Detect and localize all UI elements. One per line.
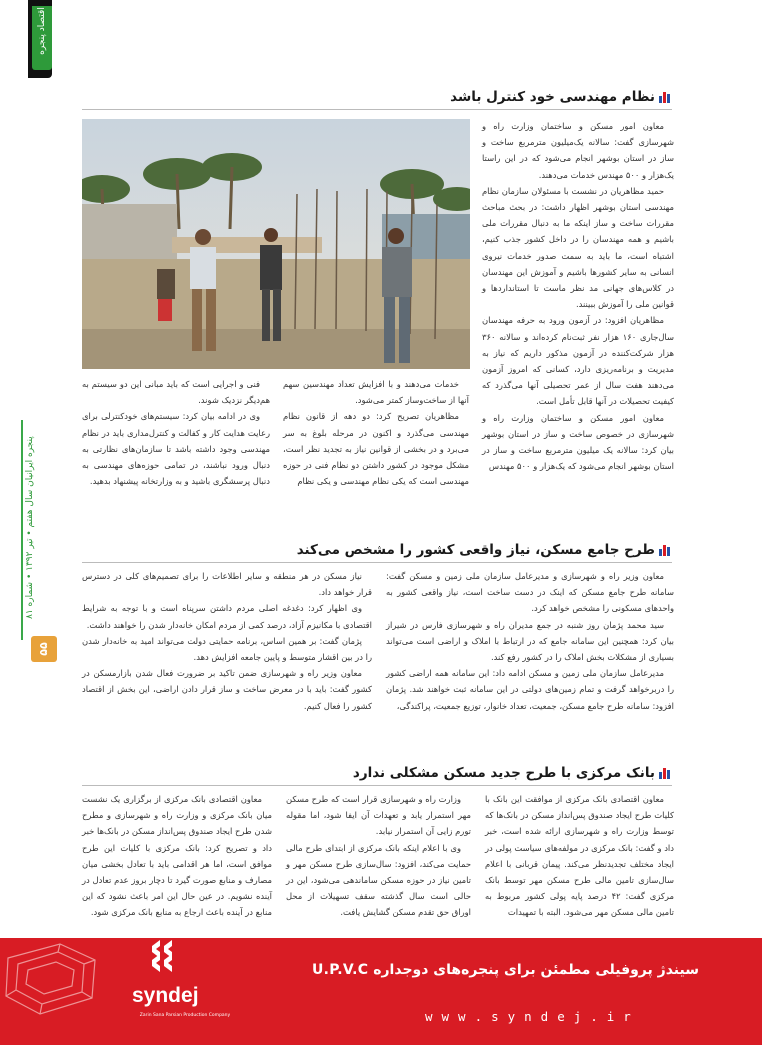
paragraph: حمید مظاهریان در نشست با مسئولان سازمان نظام مهندسی استان بوشهر اظهار داشت: در بحث مباحث مقررات ساخت و ساز اینکه ما به دنبال مقررات ملی باشیم و همه مهندسان را در داخل کشور جذب کنیم، اشتباه است، ما باید به سمت صدور خدمات نیروی انسانی به سایر کشورها باشیم و آموزش این مهندسان در کلاس‌های جهانی مد نظر ماست تا استانداردها و قوانین ملی را آموزش ببینند. <box>482 185 674 310</box>
paragraph: وزارت راه و شهرسازی قرار است که طرح مسکن مهر استمرار یابد و تعهدات آن ایفا شود، اما مقوله تورم زایی آن استمرار نیابد. <box>286 794 471 837</box>
article-title: بانک مرکزی با طرح جدید مسکن مشکلی ندارد <box>352 765 655 781</box>
headline-rule <box>82 109 672 110</box>
paragraph: مظاهریان افزود: در آزمون ورود به حرفه مهندسان سال‌جاری ۱۶۰ هزار نفر ثبت‌نام کرده‌اند و سالانه ۳۶۰ هزار شرکت‌کننده در آزمون مذکور داریم که نیاز به مدیریت و برنامه‌ریزی دارد، کسانی که امروز آزمون می‌دهند هفت سال از عمر تحصیلی آنها می‌گذرد که کیفیت تحصیلات در آنها قابل تأمل است. <box>482 315 675 407</box>
paragraph: معاون امور مسکن و ساختمان وزارت راه و شهرسازی گفت: سالانه یک‌میلیون مترمربع ساخت و ساز در استان بوشهر انجام می‌شود که در این راستا یک‌هزار و ۵۰۰ مهندس خدمات می‌دهند. <box>482 121 674 180</box>
article3-left-column <box>82 791 272 921</box>
headline-rule <box>82 785 672 786</box>
paragraph: معاون وزیر راه و شهرسازی و مدیرعامل سازمان ملی زمین و مسکن گفت: سامانه طرح جامع مسکن که اینک در دست ساخت است، نیاز واقعی کشور به واحدهای مسکونی را مشخص خواهد کرد. <box>386 571 674 614</box>
paragraph: فنی و اجرایی است که باید مبانی این دو سیستم به هم‌دیگر نزدیک شوند. <box>82 379 270 406</box>
headline-rule <box>82 562 672 563</box>
brand-logo-text: syndej <box>132 984 199 1007</box>
paragraph: معاون وزیر راه و شهرسازی ضمن تاکید بر ضرورت فعال شدن بازارمسکن در کشور گفت: باید با در معرض ساخت و ساز قرار دادن اراضی، این بخش از اقتصاد کشور را فعال کنیم. <box>82 668 372 711</box>
headline-bar-icon <box>658 543 672 557</box>
headline-bar-icon <box>658 766 672 780</box>
article2-left-column <box>82 568 372 714</box>
page-number-badge <box>31 636 57 662</box>
ad-slogan: سیندژ پروفیلی مطمئن برای پنجره‌های دوجداره U.P.V.C <box>311 962 699 978</box>
article-title: طرح جامع مسکن، نیاز واقعی کشور را مشخص می‌کند <box>296 542 655 558</box>
section-tab-label: اقتصاد پنجره <box>37 7 47 55</box>
brand-tagline: Zarin Sana Parsian Production Company <box>139 1013 231 1018</box>
article3-middle-column <box>286 791 471 921</box>
ad-website-link[interactable]: www.syndej.ir <box>425 1009 640 1024</box>
paragraph: مدیرعامل سازمان ملی زمین و مسکن ادامه داد: این سامانه همه اراضی کشور را دربرخواهد گرفت و تمام زمین‌های دولتی در این سامانه ثبت خواهند شد. پژمان افزود: سامانه طرح جامع مسکن، جمعیت، تعداد خانوار، توزیع جمعیت، پراکندگی، <box>386 668 674 711</box>
paragraph: نیاز مسکن در هر منطقه و سایر اطلاعات را برای تصمیم‌های کلی در دسترس قرار خواهد داد. <box>82 571 372 598</box>
paragraph: معاون امور مسکن و ساختمان وزارت راه و شهرسازی در خصوص ساخت و ساز در استان بوشهر بیان کرد: سالانه یک میلیون مترمربع ساخت و ساز در استان بوشهر انجام می‌شود که یک‌هزار و ۵۰۰ مهندس <box>482 412 674 472</box>
article1-right-column <box>482 118 674 474</box>
paragraph: سید محمد پژمان روز شنبه در جمع مدیران راه و شهرسازی فارس در شیراز بیان کرد: همچنین این سامانه جامع که در ارتباط با املاک و اراضی است می‌تواند بسیاری از مشکلات بخش املاک را در کشور رفع کند. <box>386 619 674 663</box>
article2-right-column <box>386 568 674 714</box>
advertisement-banner <box>0 938 762 1045</box>
paragraph: وی با اعلام اینکه بانک مرکزی از ابتدای طرح مالی حمایت می‌کند، افزود: سال‌سازی طرح مسکن مهر و تامین نیاز در حوزه مسکن ساماندهی می‌شود، این در حالی است سال گذشته سقف تسهیلات از محل اوراق حق تقدم مسکن گشایش یافت. <box>286 842 471 918</box>
paragraph: خدمات می‌دهند و با افزایش تعداد مهندسین سهم آنها از ساخت‌وساز کمتر می‌شود. <box>283 379 469 406</box>
construction-site-photo <box>82 119 470 369</box>
paragraph: مظاهریان تصریح کرد: دو دهه از قانون نظام مهندسی می‌گذرد و اکنون در مرحله بلوغ به سر می‌برد و در بخشی از قوانین نیاز به تجدید نظر است، مشکل موجود در کشور داشتن دو نظام فنی در حوزه مهندسی است که یکی نظام مهندسی و یکی نظام <box>283 411 469 487</box>
page-number: ۵۵ <box>37 642 50 656</box>
article3-right-column <box>485 791 674 921</box>
paragraph: وی در ادامه بیان کرد: سیستم‌های خودکنترلی برای رعایت هدایت کار و کفالت و کنترل‌مداری باید در نظام مهندسی وجود داشته باشد تا سازمان‌های نظارتی به دنبال ورود نباشند، در تمامی حوزه‌های مهندسی به دنبال پرسشگری باشید و به وزارتخانه پیشنهاد بدهید. <box>82 411 270 487</box>
article-title: نظام مهندسی خود کنترل باشد <box>450 89 655 105</box>
article1-middle-column <box>283 376 469 489</box>
paragraph: وی اظهار کرد: دغدغه اصلی مردم داشتن سرپناه است و با توجه به شرایط اقتصادی با مکانیزم آزاد، درصد کمی از مردم امکان خانه‌دار شدن را خواهند داشت. <box>82 603 372 630</box>
paragraph: معاون اقتصادی بانک مرکزی از برگزاری یک نشست میان بانک مرکزی و وزارت راه و شهرسازی و مطرح شدن طرح ایجاد صندوق پس‌انداز مسکن در بانک‌ها خبر داد و تصریح کرد: بانک مرکزی با کلیات این طرح موافق است، اما هر اقدامی باید با تعادل بخشی میان مصارف و منابع صورت گیرد تا دچار بروز عدم تعادل در آینده نشویم. در عین حال این امر باعث نشود که این منابع در آینده باعث ارجاع به منابع بانک مرکزی شود. <box>82 794 272 918</box>
paragraph: معاون اقتصادی بانک مرکزی از موافقت این بانک با کلیات طرح ایجاد صندوق پس‌انداز مسکن در بانک‌ها که توسط وزارت راه و شهرسازی ارائه شده است، خبر داد و گفت: بانک مرکزی در مولفه‌های سیاست پولی در ایجاد مختلف تجدیدنظر می‌کند. پیمان قربانی با اعلام سال‌سازی تامین مالی طرح مسکن مهر توسط بانک مرکزی گفت: ۴۲ درصد پایه پولی کشور مربوط به تامین مالی مسکن مهر می‌شود. البته با تمهیدات <box>485 794 674 918</box>
article1-left-column <box>82 376 270 489</box>
headline-bar-icon <box>658 90 672 104</box>
paragraph: پژمان گفت: بر همین اساس، برنامه حمایتی دولت می‌تواند امید به خانه‌دار شدن را در بین اقشار متوسط و پایین جامعه افزایش دهد. <box>82 635 372 663</box>
issue-info: پنجره ایرانیان سال هفتم • تیر ۱۳۹۲ • شماره ۸۱ <box>25 436 35 619</box>
window-profile-illustration <box>0 938 762 1045</box>
side-rule <box>21 420 23 640</box>
